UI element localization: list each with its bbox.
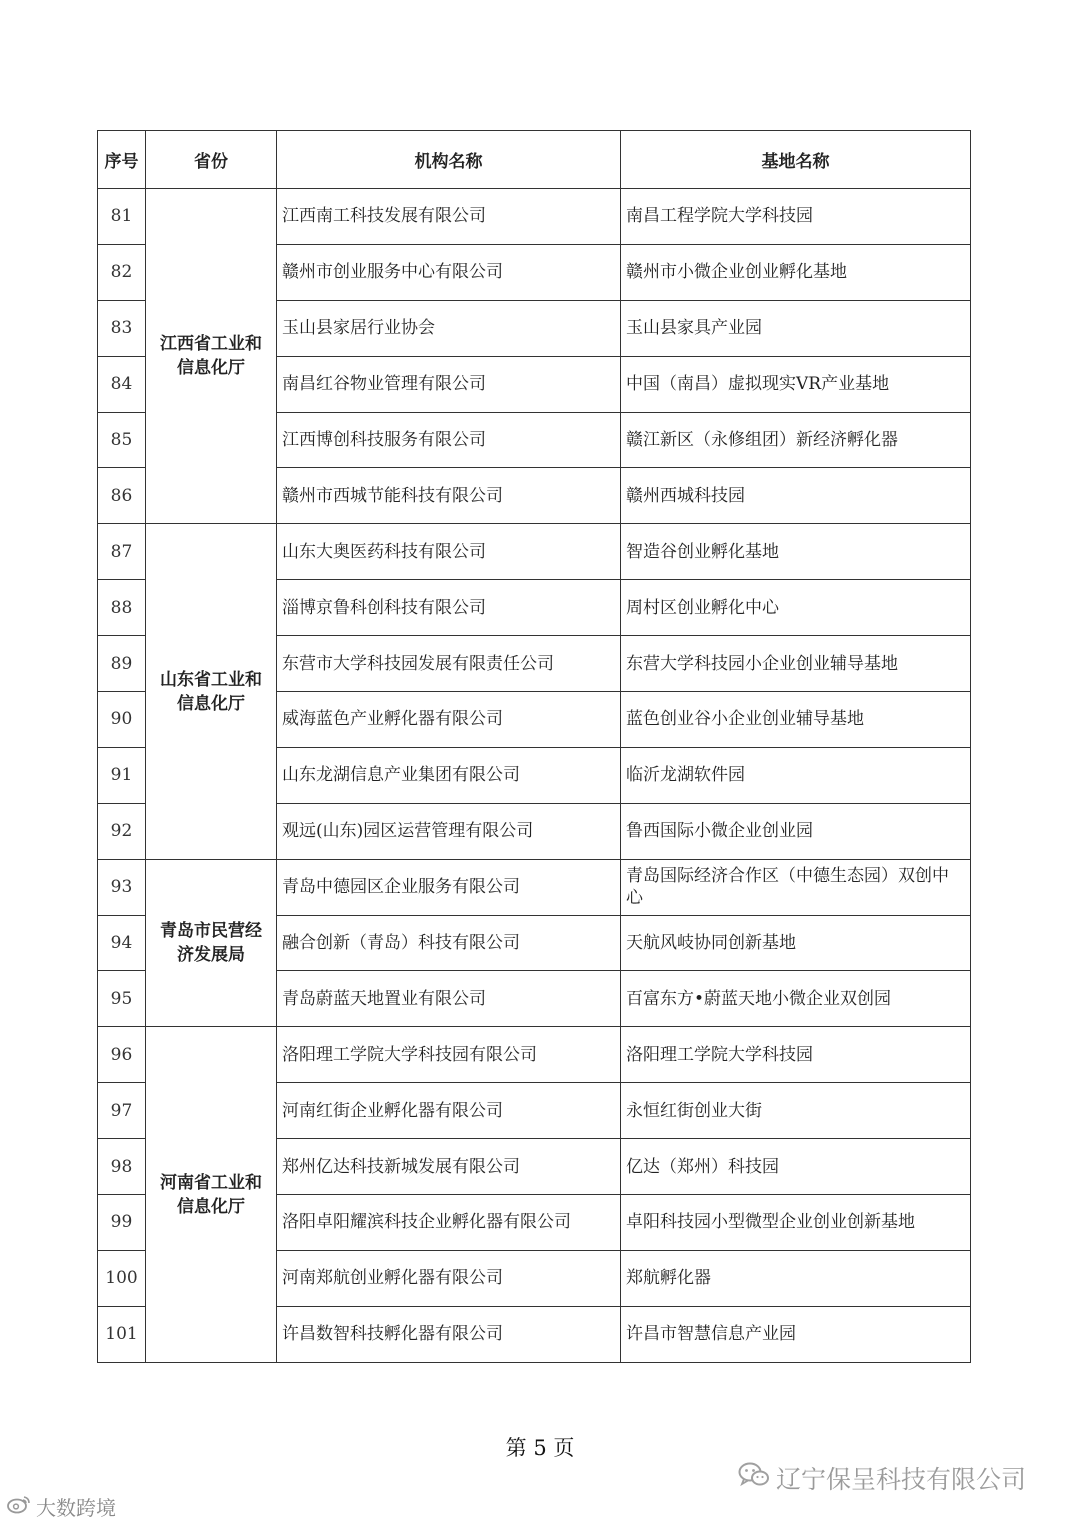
row-number: 94 (98, 915, 146, 971)
organization-name: 洛阳理工学院大学科技园有限公司 (277, 1027, 621, 1083)
organization-name: 许昌数智科技孵化器有限公司 (277, 1306, 621, 1362)
base-name: 亿达（郑州）科技园 (621, 1139, 971, 1195)
province-cell: 河南省工业和信息化厅 (146, 1027, 277, 1362)
row-number: 86 (98, 468, 146, 524)
base-name: 玉山县家具产业园 (621, 300, 971, 356)
province-cell: 青岛市民营经济发展局 (146, 859, 277, 1027)
watermark-left-text: 大数跨境 (36, 1496, 116, 1520)
row-number: 82 (98, 244, 146, 300)
header-base: 基地名称 (621, 131, 971, 189)
row-number: 100 (98, 1250, 146, 1306)
row-number: 92 (98, 803, 146, 859)
row-number: 90 (98, 692, 146, 748)
organization-name: 淄博京鲁科创科技有限公司 (277, 580, 621, 636)
row-number: 87 (98, 524, 146, 580)
row-number: 83 (98, 300, 146, 356)
row-number: 101 (98, 1306, 146, 1362)
organization-name: 河南郑航创业孵化器有限公司 (277, 1250, 621, 1306)
organization-name: 南昌红谷物业管理有限公司 (277, 356, 621, 412)
table-body (98, 189, 971, 1363)
row-number: 84 (98, 356, 146, 412)
organization-name: 江西南工科技发展有限公司 (277, 189, 621, 245)
base-name: 赣江新区（永修组团）新经济孵化器 (621, 412, 971, 468)
wechat-icon (738, 1461, 770, 1495)
base-name: 赣州市小微企业创业孵化基地 (621, 244, 971, 300)
incubator-table (97, 130, 971, 1363)
row-number: 96 (98, 1027, 146, 1083)
base-name: 蓝色创业谷小企业创业辅导基地 (621, 692, 971, 748)
organization-name: 河南红街企业孵化器有限公司 (277, 1083, 621, 1139)
organization-name: 郑州亿达科技新城发展有限公司 (277, 1139, 621, 1195)
weibo-icon (6, 1494, 32, 1519)
row-number: 91 (98, 747, 146, 803)
row-number: 93 (98, 859, 146, 915)
organization-name: 赣州市西城节能科技有限公司 (277, 468, 621, 524)
watermark-left (6, 1492, 116, 1521)
row-number: 99 (98, 1195, 146, 1251)
page-number: 第 5 页 (505, 1436, 575, 1460)
header-province: 省份 (146, 131, 277, 189)
base-name: 天航风岐协同创新基地 (621, 915, 971, 971)
base-name: 南昌工程学院大学科技园 (621, 189, 971, 245)
header-no: 序号 (98, 131, 146, 189)
organization-name: 山东龙湖信息产业集团有限公司 (277, 747, 621, 803)
table-row (98, 1027, 971, 1083)
row-number: 89 (98, 636, 146, 692)
row-number: 98 (98, 1139, 146, 1195)
organization-name: 威海蓝色产业孵化器有限公司 (277, 692, 621, 748)
organization-name: 东营市大学科技园发展有限责任公司 (277, 636, 621, 692)
base-name: 卓阳科技园小型微型企业创业创新基地 (621, 1195, 971, 1251)
organization-name: 观远(山东)园区运营管理有限公司 (277, 803, 621, 859)
table-header-row (98, 131, 971, 189)
base-name: 智造谷创业孵化基地 (621, 524, 971, 580)
organization-name: 融合创新（青岛）科技有限公司 (277, 915, 621, 971)
header-org: 机构名称 (277, 131, 621, 189)
organization-name: 青岛蔚蓝天地置业有限公司 (277, 971, 621, 1027)
base-name: 百富东方•蔚蓝天地小微企业双创园 (621, 971, 971, 1027)
base-name: 周村区创业孵化中心 (621, 580, 971, 636)
row-number: 88 (98, 580, 146, 636)
province-cell: 山东省工业和信息化厅 (146, 524, 277, 859)
organization-name: 江西博创科技服务有限公司 (277, 412, 621, 468)
watermark-right (738, 1460, 1026, 1496)
base-name: 青岛国际经济合作区（中德生态园）双创中心 (621, 859, 971, 915)
base-name: 赣州西城科技园 (621, 468, 971, 524)
row-number: 95 (98, 971, 146, 1027)
base-name: 鲁西国际小微企业创业园 (621, 803, 971, 859)
organization-name: 山东大奥医药科技有限公司 (277, 524, 621, 580)
organization-name: 玉山县家居行业协会 (277, 300, 621, 356)
table-row (98, 859, 971, 915)
province-cell: 江西省工业和信息化厅 (146, 189, 277, 524)
base-name: 许昌市智慧信息产业园 (621, 1306, 971, 1362)
table-row (98, 524, 971, 580)
base-name: 永恒红街创业大街 (621, 1083, 971, 1139)
row-number: 81 (98, 189, 146, 245)
base-name: 郑航孵化器 (621, 1250, 971, 1306)
base-name: 中国（南昌）虚拟现实VR产业基地 (621, 356, 971, 412)
organization-name: 洛阳卓阳耀滨科技企业孵化器有限公司 (277, 1195, 621, 1251)
organization-name: 赣州市创业服务中心有限公司 (277, 244, 621, 300)
base-name: 洛阳理工学院大学科技园 (621, 1027, 971, 1083)
organization-name: 青岛中德园区企业服务有限公司 (277, 859, 621, 915)
base-name: 临沂龙湖软件园 (621, 747, 971, 803)
table-row (98, 189, 971, 245)
watermark-right-text: 辽宁保呈科技有限公司 (776, 1465, 1027, 1494)
row-number: 97 (98, 1083, 146, 1139)
base-name: 东营大学科技园小企业创业辅导基地 (621, 636, 971, 692)
row-number: 85 (98, 412, 146, 468)
